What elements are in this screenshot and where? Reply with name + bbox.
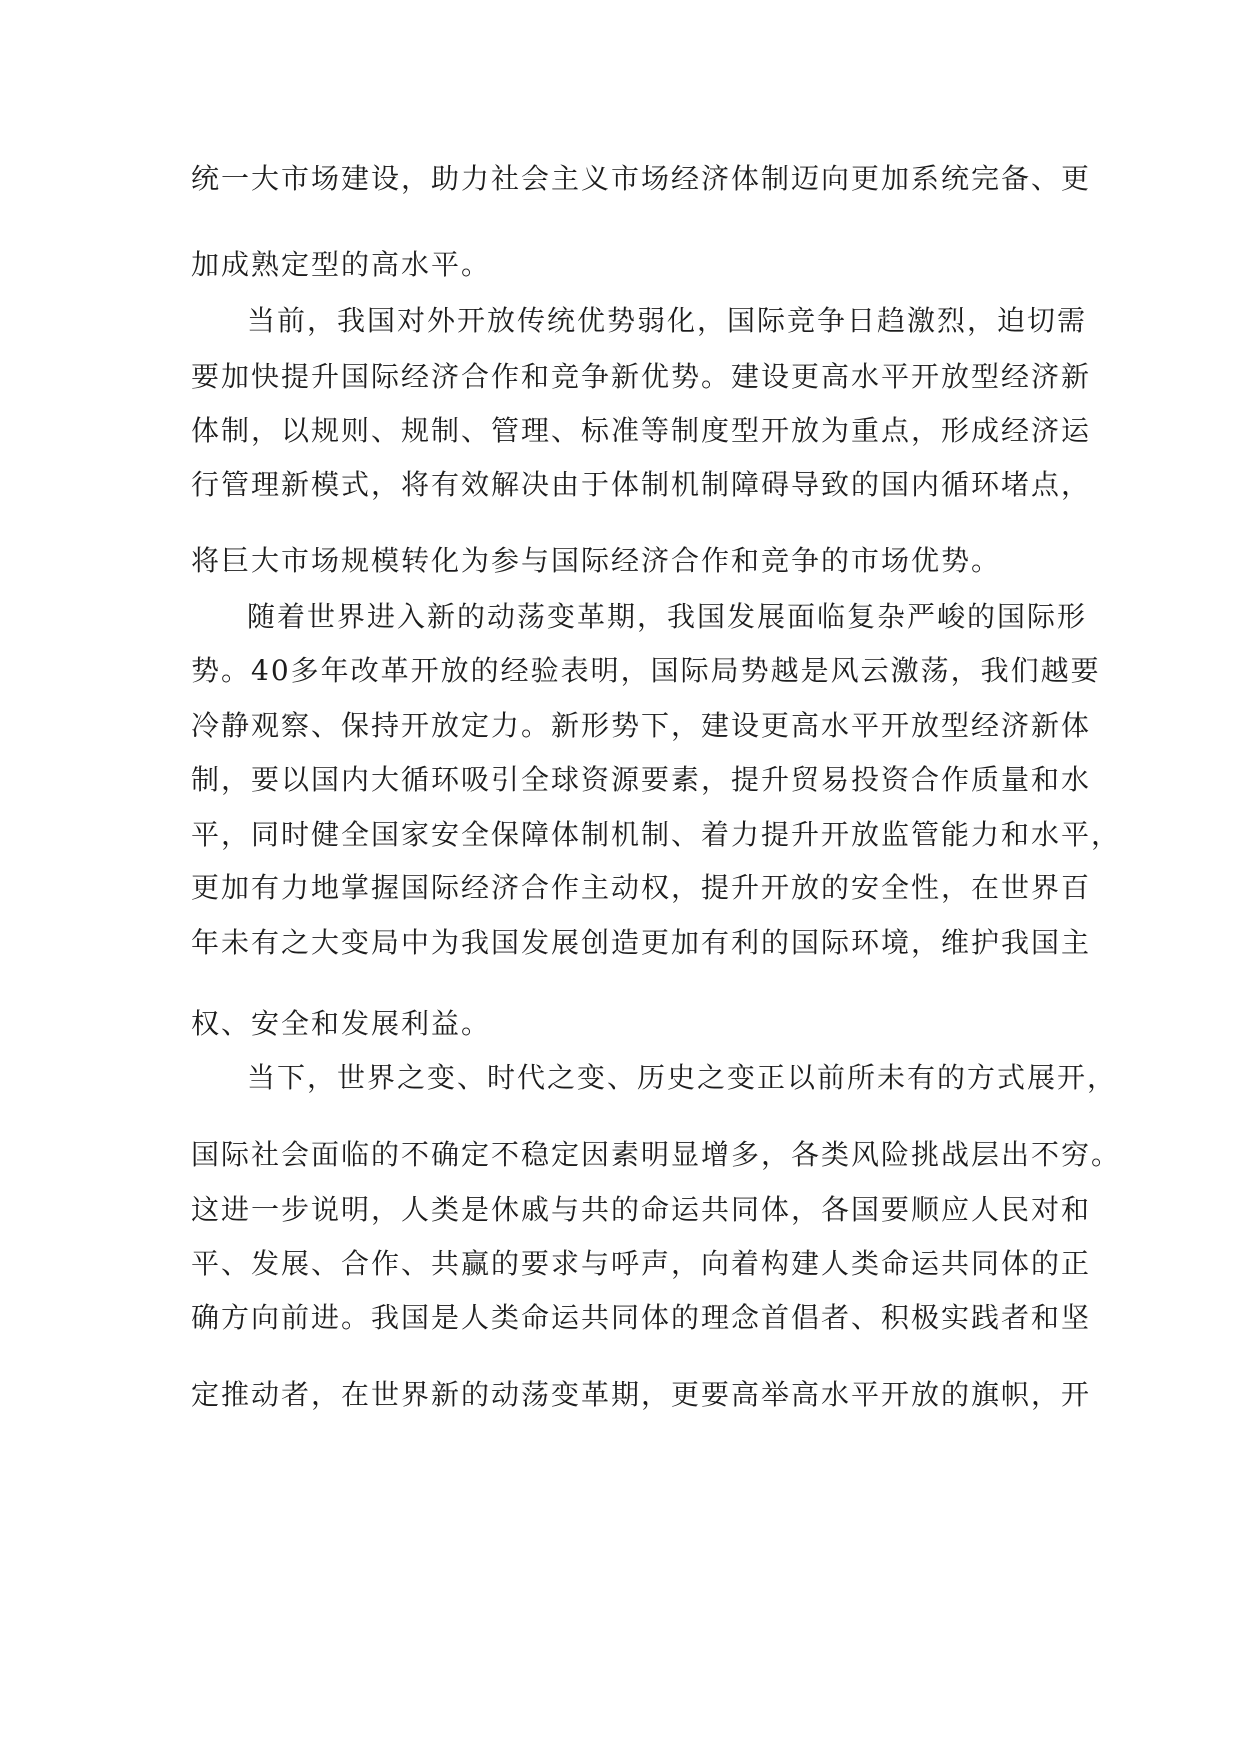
text-line: 行管理新模式，将有效解决由于体制机制障碍导致的国内循环堵点， — [191, 468, 1092, 501]
text-line: 平、发展、合作、共赢的要求与呼声，向着构建人类命运共同体的正 — [191, 1247, 1092, 1280]
text-line: 定推动者，在世界新的动荡变革期，更要高举高水平开放的旗帜，开 — [191, 1378, 1092, 1411]
text-line: 统一大市场建设，助力社会主义市场经济体制迈向更加系统完备、更 — [191, 162, 1092, 195]
paragraph-first-line: 当前，我国对外开放传统优势弱化，国际竞争日趋激烈，迫切需 — [247, 304, 1088, 337]
paragraph-first-line: 当下，世界之变、时代之变、历史之变正以前所未有的方式展开， — [247, 1061, 1118, 1094]
text-line: 制，要以国内大循环吸引全球资源要素，提升贸易投资合作质量和水 — [191, 763, 1092, 796]
text-line: 势。40多年改革开放的经验表明，国际局势越是风云激荡，我们越要 — [191, 654, 1101, 687]
text-line: 年未有之大变局中为我国发展创造更加有利的国际环境，维护我国主 — [191, 926, 1092, 959]
text-line: 平，同时健全国家安全保障体制机制、着力提升开放监管能力和水平， — [191, 818, 1122, 851]
text-line: 这进一步说明，人类是休戚与共的命运共同体，各国要顺应人民对和 — [191, 1193, 1092, 1226]
text-line: 权、安全和发展利益。 — [191, 1007, 492, 1040]
text-line: 将巨大市场规模转化为参与国际经济合作和竞争的市场优势。 — [191, 544, 1002, 577]
text-line: 国际社会面临的不确定不稳定因素明显增多，各类风险挑战层出不穷。 — [191, 1138, 1122, 1171]
text-line: 要加快提升国际经济合作和竞争新优势。建设更高水平开放型经济新 — [191, 360, 1092, 393]
text-line: 更加有力地掌握国际经济合作主动权，提升开放的安全性，在世界百 — [191, 871, 1092, 904]
text-line: 体制，以规则、规制、管理、标准等制度型开放为重点，形成经济运 — [191, 414, 1092, 447]
text-line: 冷静观察、保持开放定力。新形势下，建设更高水平开放型经济新体 — [191, 709, 1092, 742]
text-line: 确方向前进。我国是人类命运共同体的理念首倡者、积极实践者和坚 — [191, 1301, 1092, 1334]
text-line: 加成熟定型的高水平。 — [191, 248, 492, 281]
paragraph-first-line: 随着世界进入新的动荡变革期，我国发展面临复杂严峻的国际形 — [247, 600, 1088, 633]
